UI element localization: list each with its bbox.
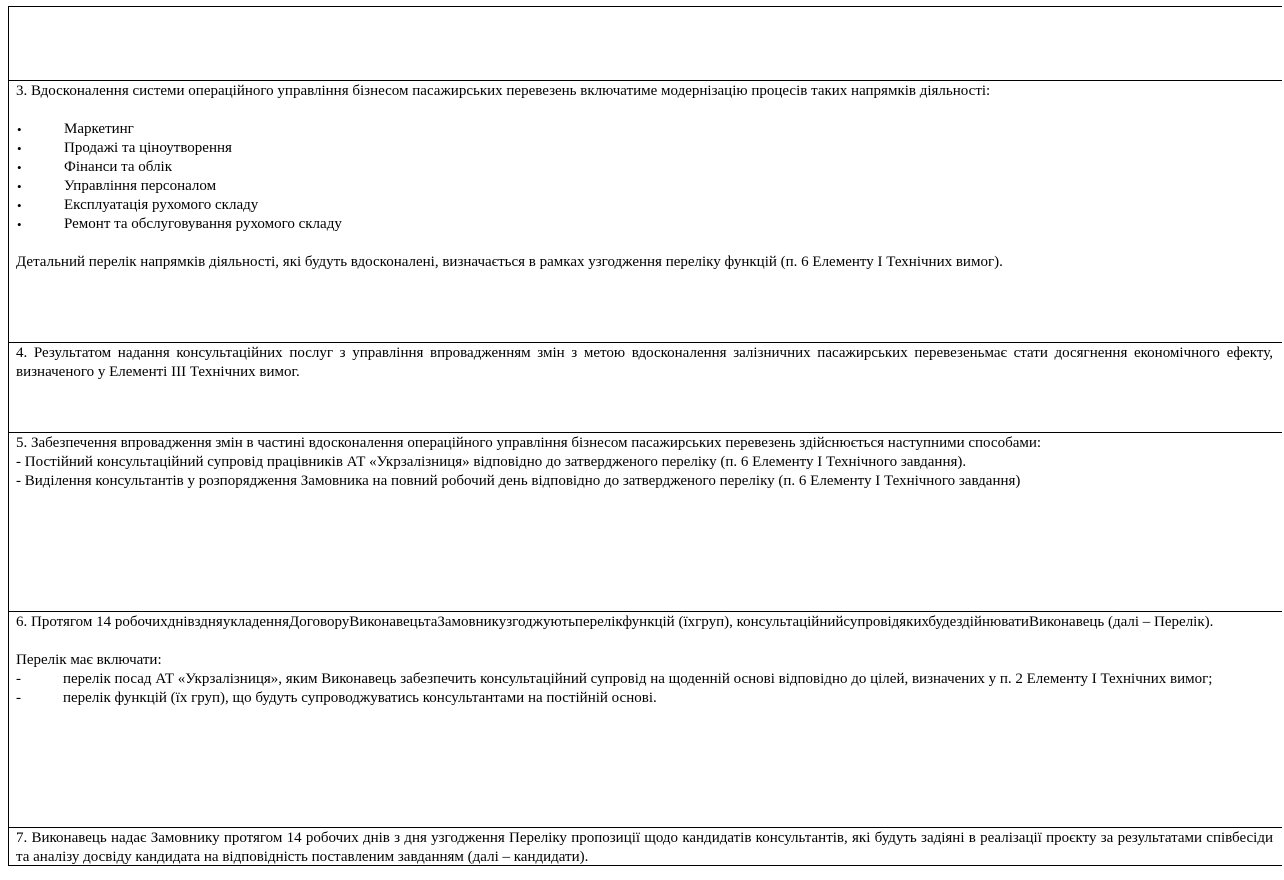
bullet-icon: • [17, 198, 22, 213]
table-row-empty [8, 6, 1282, 81]
bullet-icon: • [17, 217, 22, 232]
section-5-line: - Постійний консультаційний супровід працівників АТ «Укрзалізниця» відповідно до затвердженого переліку (п. 6 Елементу І Технічного завдання). [16, 454, 967, 470]
bullet-icon: • [17, 160, 22, 175]
list-item: • Продажі та ціноутворення [17, 140, 232, 156]
list-item: - перелік посад АТ «Укрзалізниця», яким Виконавець забезпечить консультаційний супровід на щоденній основі відповідно до цілей, визначених у п. 2 Елементу І Технічних вимог; [16, 671, 1213, 687]
dash-marker: - [16, 671, 21, 687]
section-3-intro: 3. Вдосконалення системи операційного управління бізнесом пасажирських перевезень включатиме модернізацію процесів таких напрямків діяльності: [16, 83, 991, 99]
section-4-text: 4. Результатом надання консультаційних послуг з управління впровадженням змін з метою вдосконалення залізничних пасажирських перевезеньмає стати досягнення економічного ефекту, визначеного у Елементі ІІІ Технічних вимог. [16, 345, 1273, 380]
dash-marker: - [16, 690, 21, 706]
section-3-note: Детальний перелік напрямків діяльності, які будуть вдосконалені, визначається в рамках узгодження переліку функцій (п. 6 Елементу І Технічних вимог). [16, 254, 1003, 270]
section-5-intro: 5. Забезпечення впровадження змін в частині вдосконалення операційного управління бізнесом пасажирських перевезень здійснюється наступними способами: [16, 435, 1042, 451]
table-row-section-7 [8, 827, 1282, 866]
list-item: • Ремонт та обслуговування рухомого складу [17, 216, 342, 232]
table-row-section-3 [8, 80, 1282, 343]
bullet-icon: • [17, 141, 22, 156]
section-6-list-title: Перелік має включати: [16, 652, 162, 668]
list-item: • Маркетинг [17, 121, 134, 137]
bullet-icon: • [17, 122, 22, 137]
list-item: • Експлуатація рухомого складу [17, 197, 259, 213]
section-6-intro: 6. Протягом 14 робочихднівздняукладенняДоговоруВиконавецьтаЗамовникузгоджуютьперелікфункцій (їхгруп), консультаційнийсупровідякихбудездійнюватиВиконавець (далі – Перелік). [16, 614, 1214, 630]
list-item: - перелік функцій (їх груп), що будуть супроводжуватись консультантами на постійній основі. [16, 690, 657, 706]
table-row-section-5 [8, 432, 1282, 612]
section-7-text: 7. Виконавець надає Замовнику протягом 14 робочих днів з дня узгодження Переліку пропозиції щодо кандидатів консультантів, які будуть задіяні в реалізації проєкту за результатами співбесіди та аналізу досвіду кандидата на відповідність поставленим завданням (далі – кандидати). [16, 830, 1273, 865]
section-5-line: - Виділення консультантів у розпорядження Замовника на повний робочий день відповідно до затвердженого переліку (п. 6 Елементу І Технічного завдання) [16, 473, 1021, 489]
bullet-icon: • [17, 179, 22, 194]
list-item: • Управління персоналом [17, 178, 217, 194]
table-row-section-4 [8, 342, 1282, 433]
table-row-section-6 [8, 611, 1282, 828]
list-item: • Фінанси та облік [17, 159, 173, 175]
